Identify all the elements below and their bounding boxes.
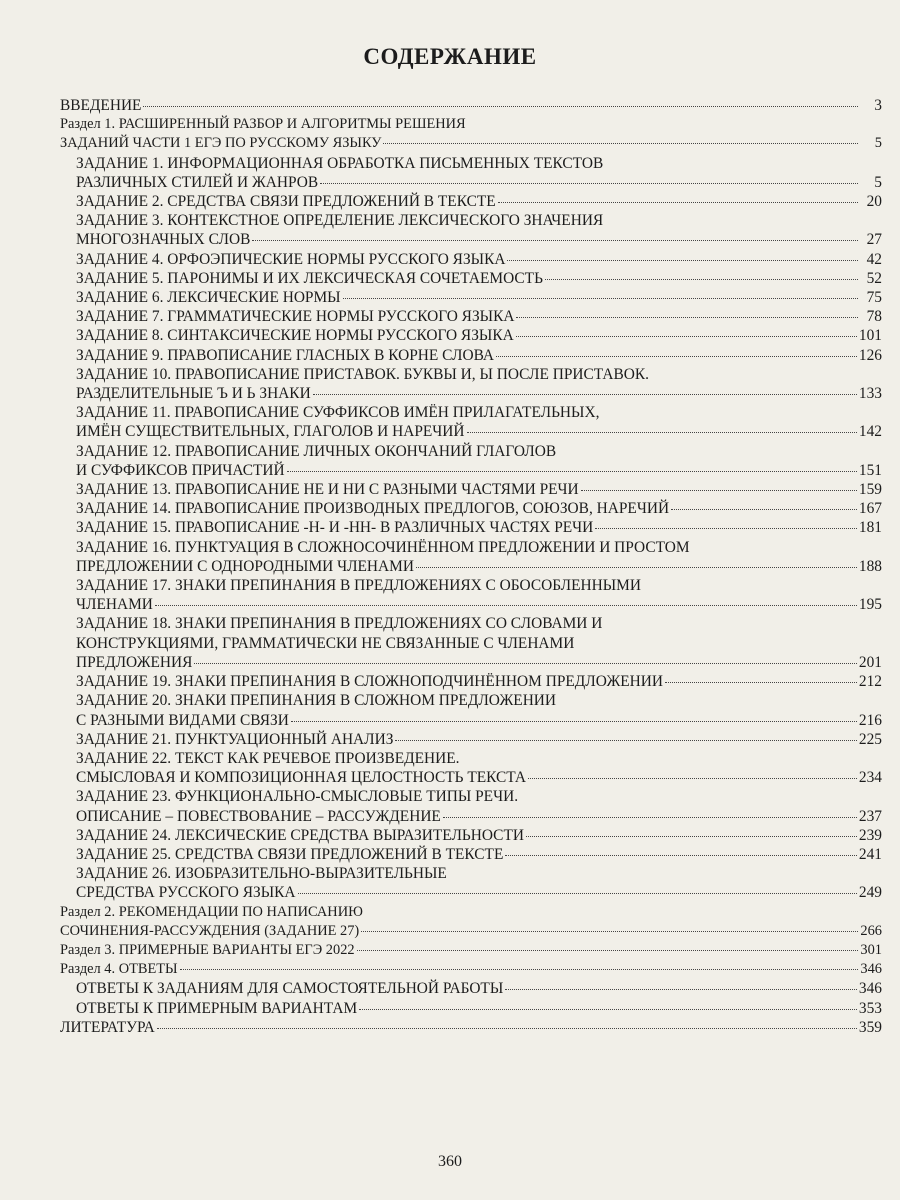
toc-entry [60,307,882,326]
dot-leader [343,298,858,299]
dot-leader [496,356,857,357]
toc-entry [60,979,882,998]
dot-leader [516,336,857,337]
toc-page-number: 266 [860,922,882,939]
toc-entry [60,326,882,345]
toc-page-number: 181 [858,519,882,537]
toc-entry-title: Раздел 1. РАСШИРЕННЫЙ РАЗБОР И АЛГОРИТМЫ РЕШЕНИЯ [60,116,466,133]
toc-entry-title: ЗАДАНИЕ 6. ЛЕКСИЧЕСКИЕ НОРМЫ [76,289,341,307]
dot-leader [505,855,857,856]
table-of-contents [60,96,882,1037]
toc-entry-line [76,422,882,441]
toc-entry [60,269,882,288]
dot-leader [143,106,858,107]
dot-leader [467,432,857,433]
toc-entry-title: ЗАДАНИЕ 11. ПРАВОПИСАНИЕ СУФФИКСОВ ИМЁН ПРИЛАГАТЕЛЬНЫХ, [76,404,600,422]
dot-leader [359,1009,857,1010]
toc-page-number: 101 [858,327,882,345]
toc-entry-line [60,922,882,941]
toc-entry [60,787,882,825]
toc-page-number: 201 [858,653,882,671]
toc-page-number: 27 [866,231,882,249]
toc-page-number: 142 [858,423,882,441]
dot-leader [505,989,857,990]
toc-entry-title: ИМЁН СУЩЕСТВИТЕЛЬНЫХ, ГЛАГОЛОВ И НАРЕЧИЙ [76,423,465,441]
toc-entry-line [76,768,882,787]
toc-page-number: 78 [866,308,882,326]
toc-page-number: 237 [858,807,882,825]
page-title: СОДЕРЖАНИЕ [363,44,537,69]
dot-leader [665,682,857,683]
toc-entry-line [60,134,882,153]
toc-entry-title: СОЧИНЕНИЯ-РАССУЖДЕНИЯ (ЗАДАНИЕ 27) [60,922,360,939]
toc-page-number: 195 [858,596,882,614]
toc-page-number: 216 [858,711,882,729]
dot-leader [516,317,858,318]
toc-entry-line [60,115,882,134]
toc-entry-title: ЗАДАНИЕ 8. СИНТАКСИЧЕСКИЕ НОРМЫ РУССКОГО ЯЗЫКА [76,327,514,345]
toc-entry-line [76,979,882,998]
toc-page-number: 225 [858,730,882,748]
toc-entry-line [76,883,882,902]
toc-entry-title: ЗАДАНИЕ 1. ИНФОРМАЦИОННАЯ ОБРАБОТКА ПИСЬМЕННЫХ ТЕКСТОВ [76,154,604,172]
toc-entry [60,960,882,979]
toc-entry-line [76,672,882,691]
toc-entry-line [76,787,882,806]
dot-leader [320,183,858,184]
toc-entry [60,864,882,902]
toc-entry-line [60,903,882,922]
toc-entry [60,691,882,729]
toc-entry-title: Раздел 2. РЕКОМЕНДАЦИИ ПО НАПИСАНИЮ [60,903,363,920]
toc-entry-title: ЗАДАНИЙ ЧАСТИ 1 ЕГЭ ПО РУССКОМУ ЯЗЫКУ [60,135,382,152]
toc-entry-line [76,442,882,461]
toc-entry-title: ПРЕДЛОЖЕНИЯ [76,653,193,671]
toc-entry-line [76,230,882,249]
toc-entry-title: ЗАДАНИЕ 24. ЛЕКСИЧЕСКИЕ СРЕДСТВА ВЫРАЗИТЕЛЬНОСТИ [76,826,524,844]
toc-entry [60,672,882,691]
toc-entry-line [60,1018,882,1037]
dot-leader [581,490,857,491]
toc-entry-title: ЗАДАНИЕ 20. ЗНАКИ ПРЕПИНАНИЯ В СЛОЖНОМ ПРЕДЛОЖЕНИИ [76,692,557,710]
toc-entry-line [76,403,882,422]
dot-leader [545,279,858,280]
toc-entry-title: ЗАДАНИЕ 2. СРЕДСТВА СВЯЗИ ПРЕДЛОЖЕНИЙ В ТЕКСТЕ [76,193,496,211]
toc-entry-line [76,576,882,595]
dot-leader [526,836,857,837]
toc-entry-title: СРЕДСТВА РУССКОГО ЯЗЫКА [76,884,296,902]
toc-page-number: 42 [866,250,882,268]
toc-page-number: 20 [866,193,882,211]
dot-leader [180,969,858,970]
toc-entry [60,749,882,787]
toc-entry [60,730,882,749]
dot-leader [155,605,857,606]
toc-entry-title: ЗАДАНИЕ 17. ЗНАКИ ПРЕПИНАНИЯ В ПРЕДЛОЖЕНИЯХ С ОБОСОБЛЕННЫМИ [76,577,641,595]
dot-leader [298,893,857,894]
toc-page-number: 241 [858,845,882,863]
toc-entry-title: ЗАДАНИЕ 15. ПРАВОПИСАНИЕ -Н- И -НН- В РАЗЛИЧНЫХ ЧАСТЯХ РЕЧИ [76,519,594,537]
toc-page-number: 188 [858,557,882,575]
toc-entry-title: С РАЗНЫМИ ВИДАМИ СВЯЗИ [76,711,289,729]
toc-entry-title: ЗАДАНИЕ 26. ИЗОБРАЗИТЕЛЬНО-ВЫРАЗИТЕЛЬНЫЕ [76,865,447,883]
toc-page-number: 52 [866,269,882,287]
dot-leader [357,950,858,951]
toc-entry [60,154,882,192]
toc-entry [60,403,882,441]
toc-entry-title: ЗАДАНИЕ 7. ГРАММАТИЧЕСКИЕ НОРМЫ РУССКОГО ЯЗЫКА [76,308,515,326]
toc-entry-title: ЗАДАНИЕ 23. ФУНКЦИОНАЛЬНО-СМЫСЛОВЫЕ ТИПЫ РЕЧИ. [76,788,519,806]
toc-entry-title: И СУФФИКСОВ ПРИЧАСТИЙ [76,461,285,479]
toc-page-number: 133 [858,385,882,403]
toc-entry-title: ЗАДАНИЕ 12. ПРАВОПИСАНИЕ ЛИЧНЫХ ОКОНЧАНИЙ ГЛАГОЛОВ [76,442,557,460]
toc-entry-title: ЗАДАНИЕ 19. ЗНАКИ ПРЕПИНАНИЯ В СЛОЖНОПОДЧИНЁННОМ ПРЕДЛОЖЕНИИ [76,673,663,691]
toc-entry-title: ЗАДАНИЕ 21. ПУНКТУАЦИОННЫЙ АНАЛИЗ [76,730,394,748]
toc-entry-title: Раздел 4. ОТВЕТЫ [60,961,178,978]
toc-page-number: 212 [858,673,882,691]
toc-entry [60,999,882,1018]
toc-entry-title: РАЗДЕЛИТЕЛЬНЫЕ Ъ И Ь ЗНАКИ [76,385,311,403]
page-number: 360 [438,1153,462,1170]
toc-entry [60,941,882,960]
toc-entry-line [76,614,882,633]
toc-entry-line [76,269,882,288]
toc-entry [60,250,882,269]
toc-entry-title: ЛИТЕРАТУРА [60,1018,155,1036]
toc-entry-line [76,346,882,365]
toc-entry-line [76,557,882,576]
toc-page-number: 126 [858,346,882,364]
dot-leader [157,1028,857,1029]
toc-entry [60,288,882,307]
toc-entry [60,499,882,518]
toc-entry-line [76,288,882,307]
toc-entry [60,518,882,537]
toc-entry [60,903,882,941]
toc-entry-title: ЗАДАНИЕ 18. ЗНАКИ ПРЕПИНАНИЯ В ПРЕДЛОЖЕНИЯХ СО СЛОВАМИ И [76,615,603,633]
toc-page-number: 359 [858,1018,882,1036]
toc-entry [60,614,882,672]
toc-entry-title: ЧЛЕНАМИ [76,596,153,614]
toc-entry-line [76,845,882,864]
dot-leader [507,260,858,261]
toc-entry-line [76,999,882,1018]
dot-leader [443,817,857,818]
toc-entry-title: ЗАДАНИЕ 10. ПРАВОПИСАНИЕ ПРИСТАВОК. БУКВЫ И, Ы ПОСЛЕ ПРИСТАВОК. [76,365,650,383]
toc-entry-title: ЗАДАНИЕ 14. ПРАВОПИСАНИЕ ПРОИЗВОДНЫХ ПРЕДЛОГОВ, СОЮЗОВ, НАРЕЧИЙ [76,500,670,518]
toc-entry-title: РАЗЛИЧНЫХ СТИЛЕЙ И ЖАНРОВ [76,173,319,191]
toc-page-number: 346 [860,961,882,978]
dot-leader [194,663,856,664]
dot-leader [498,202,858,203]
toc-entry [60,538,882,576]
toc-entry-line [76,730,882,749]
toc-entry-line [76,154,882,173]
toc-entry [60,192,882,211]
toc-entry-title: КОНСТРУКЦИЯМИ, ГРАММАТИЧЕСКИ НЕ СВЯЗАННЫЕ С ЧЛЕНАМИ [76,634,575,652]
dot-leader [595,528,857,529]
toc-entry-line [76,480,882,499]
dot-leader [528,778,857,779]
toc-entry-line [76,634,882,653]
toc-entry [60,365,882,403]
toc-entry-line [76,307,882,326]
toc-entry-line [60,960,882,979]
toc-entry-title: СМЫСЛОВАЯ И КОМПОЗИЦИОННАЯ ЦЕЛОСТНОСТЬ ТЕКСТА [76,769,527,787]
toc-entry-line [60,96,882,115]
toc-entry [60,96,882,115]
dot-leader [416,567,857,568]
toc-entry [60,442,882,480]
toc-entry-title: ЗАДАНИЕ 5. ПАРОНИМЫ И ИХ ЛЕКСИЧЕСКАЯ СОЧЕТАЕМОСТЬ [76,269,543,287]
toc-entry-line [76,711,882,730]
dot-leader [287,471,857,472]
toc-page-number: 301 [860,941,882,958]
toc-entry-line [76,749,882,768]
toc-entry-title: ОТВЕТЫ К ЗАДАНИЯМ ДЛЯ САМОСТОЯТЕЛЬНОЙ РАБОТЫ [76,980,504,998]
toc-entry [60,576,882,614]
toc-page-number: 159 [858,481,882,499]
toc-page-number: 353 [858,999,882,1017]
toc-entry-line [76,326,882,345]
toc-entry-title: Раздел 3. ПРИМЕРНЫЕ ВАРИАНТЫ ЕГЭ 2022 [60,941,355,958]
dot-leader [313,394,857,395]
toc-entry-line [76,807,882,826]
toc-page-number: 239 [858,826,882,844]
toc-entry-title: ЗАДАНИЕ 9. ПРАВОПИСАНИЕ ГЛАСНЫХ В КОРНЕ СЛОВА [76,346,494,364]
toc-entry-title: ЗАДАНИЕ 22. ТЕКСТ КАК РЕЧЕВОЕ ПРОИЗВЕДЕНИЕ. [76,749,460,767]
toc-entry-line [76,250,882,269]
toc-entry-line [76,518,882,537]
toc-entry-title: ЗАДАНИЕ 4. ОРФОЭПИЧЕСКИЕ НОРМЫ РУССКОГО ЯЗЫКА [76,250,506,268]
toc-entry-title: МНОГОЗНАЧНЫХ СЛОВ [76,231,251,249]
toc-page-number: 346 [858,980,882,998]
toc-entry [60,346,882,365]
toc-entry [60,480,882,499]
toc-entry [60,115,882,153]
toc-entry-line [76,653,882,672]
toc-entry-line [76,595,882,614]
toc-entry-line [76,499,882,518]
toc-entry-line [76,211,882,230]
toc-entry-title: ЗАДАНИЕ 25. СРЕДСТВА СВЯЗИ ПРЕДЛОЖЕНИЙ В ТЕКСТЕ [76,845,504,863]
toc-entry-line [76,461,882,480]
toc-entry-line [76,538,882,557]
toc-page-number: 5 [874,135,882,152]
toc-entry [60,826,882,845]
toc-entry-line [60,941,882,960]
toc-page-number: 75 [866,289,882,307]
toc-entry [60,845,882,864]
toc-entry-title: ОТВЕТЫ К ПРИМЕРНЫМ ВАРИАНТАМ [76,999,358,1017]
toc-entry-line [76,384,882,403]
toc-entry-title: ОПИСАНИЕ – ПОВЕСТВОВАНИЕ – РАССУЖДЕНИЕ [76,807,441,825]
toc-page-number: 249 [858,884,882,902]
dot-leader [395,740,856,741]
toc-entry-line [76,192,882,211]
toc-entry [60,211,882,249]
toc-entry-title: ЗАДАНИЕ 3. КОНТЕКСТНОЕ ОПРЕДЕЛЕНИЕ ЛЕКСИЧЕСКОГО ЗНАЧЕНИЯ [76,212,604,230]
toc-page-number: 234 [858,769,882,787]
dot-leader [361,931,858,932]
toc-entry-line [76,826,882,845]
dot-leader [383,143,858,144]
toc-entry-line [76,173,882,192]
toc-entry-title: ЗАДАНИЕ 13. ПРАВОПИСАНИЕ НЕ И НИ С РАЗНЫМИ ЧАСТЯМИ РЕЧИ [76,481,579,499]
toc-entry-line [76,365,882,384]
toc-page-number: 167 [858,500,882,518]
toc-entry-line [76,864,882,883]
dot-leader [291,721,857,722]
toc-page-number: 3 [874,97,882,114]
toc-entry-title: ПРЕДЛОЖЕНИИ С ОДНОРОДНЫМИ ЧЛЕНАМИ [76,557,414,575]
toc-entry-title: ВВЕДЕНИЕ [60,97,142,114]
toc-entry-line [76,691,882,710]
dot-leader [671,509,857,510]
toc-page-number: 5 [874,173,882,191]
dot-leader [252,240,858,241]
toc-page-number: 151 [858,461,882,479]
toc-entry-title: ЗАДАНИЕ 16. ПУНКТУАЦИЯ В СЛОЖНОСОЧИНЁННОМ ПРЕДЛОЖЕНИИ И ПРОСТОМ [76,538,690,556]
toc-entry [60,1018,882,1037]
